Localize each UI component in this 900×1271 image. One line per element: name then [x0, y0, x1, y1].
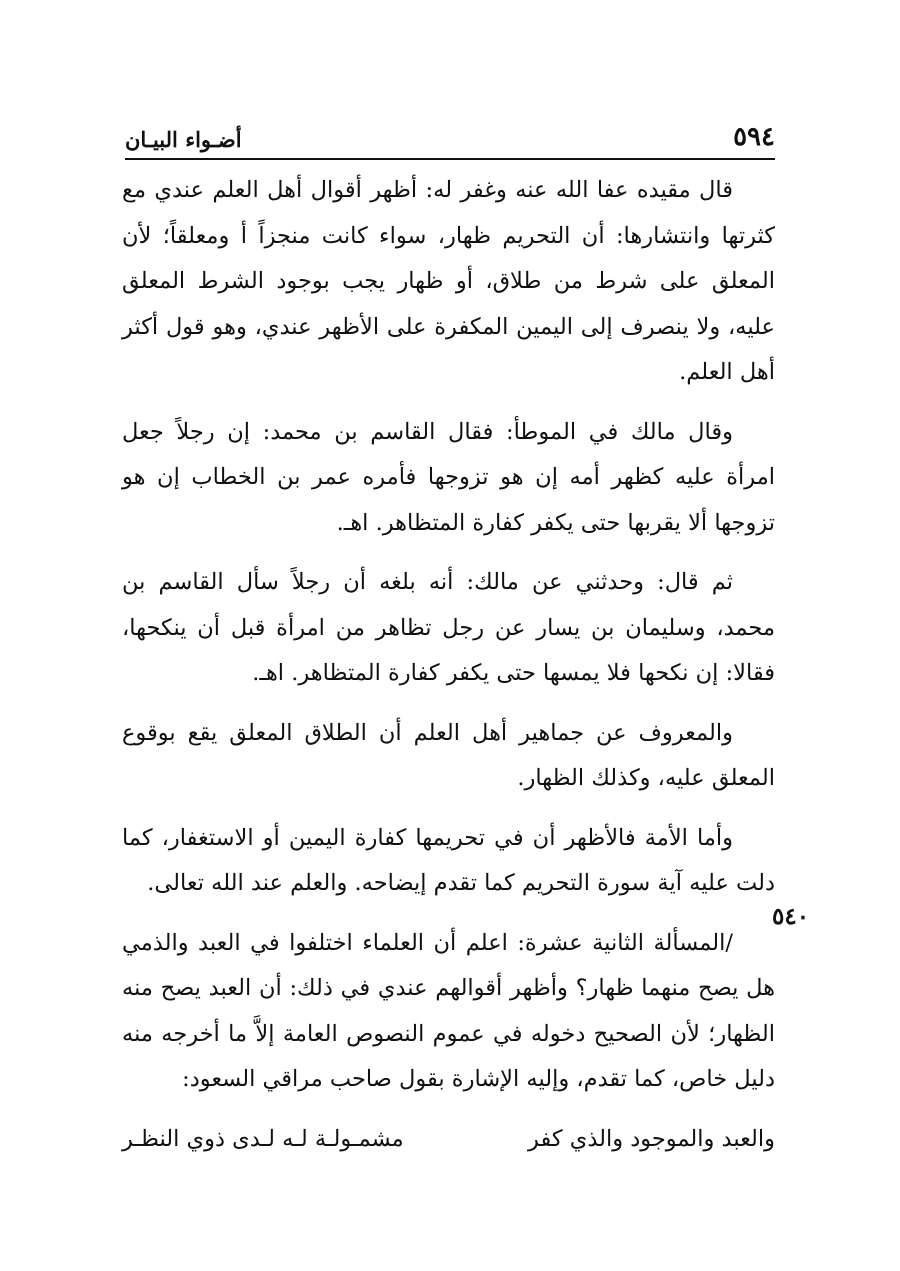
paragraph: /المسألة الثانية عشرة: اعلم أن العلماء اختلفوا في العبد والذمي هل يصح منهما ظهار؟ وأظهر أقوالهم عندي في ذلك: أن العبد يصح منه الظهار؛ لأن الصحيح دخوله في عموم النصوص العامة إلاَّ ما أخرجه منه دليل خاص، كما تقدم، وإليه الإشارة بقول صاحب مراقي السعود:: [122, 929, 775, 1092]
margin-page-number: ٥٤٠: [772, 903, 810, 930]
verse-first-hemistich: والعبد والموجود والذي كفر: [528, 1125, 775, 1152]
paragraph: وأما الأمة فالأظهر أن في تحريمها كفارة اليمين أو الاستغفار، كما دلت عليه آية سورة التحريم كما تقدم إيضاحه. والعلم عند الله تعالى.: [122, 824, 775, 896]
page-header: [125, 112, 775, 160]
paragraph: ثم قال: وحدثني عن مالك: أنه بلغه أن رجلاً سأل القاسم بن محمد، وسليمان بن يسار عن رجل تظاهر من امرأة قبل أن ينكحها، فقالا: إن نكحها فلا يمسها حتى يكفر كفارة المتظاهر. اهـ.: [122, 569, 775, 686]
running-title: أضـواء البيـان: [125, 127, 242, 152]
verse-second-hemistich: مشمـولـة لـه لـدى ذوي النظـر: [122, 1125, 404, 1152]
page-number: ٥٩٤: [733, 122, 775, 152]
paragraph: قال مقيده عفا الله عنه وغفر له: أظهر أقوال أهل العلم عندي مع كثرتها وانتشارها: أن التحريم ظهار، سواء كانت منجزاً أ ومعلقاً؛ لأن المعلق على شرط من طلاق، أو ظهار يجب بوجود الشرط المعلق عليه، ولا ينصرف إلى اليمين المكفرة على الأظهر عندي، وهو قول أكثر أهل العلم.: [122, 177, 775, 385]
page-body: [122, 168, 775, 1162]
poetry-verse: [122, 1117, 775, 1163]
paragraph: والمعروف عن جماهير أهل العلم أن الطلاق المعلق يقع بوقوع المعلق عليه، وكذلك الظهار.: [122, 719, 775, 791]
paragraph: وقال مالك في الموطأ: فقال القاسم بن محمد: إن رجلاً جعل امرأة عليه كظهر أمه إن هو تزوجها فأمره عمر بن الخطاب إن هو تزوجها ألا يقربها حتى يكفر كفارة المتظاهر. اهـ.: [122, 418, 775, 536]
